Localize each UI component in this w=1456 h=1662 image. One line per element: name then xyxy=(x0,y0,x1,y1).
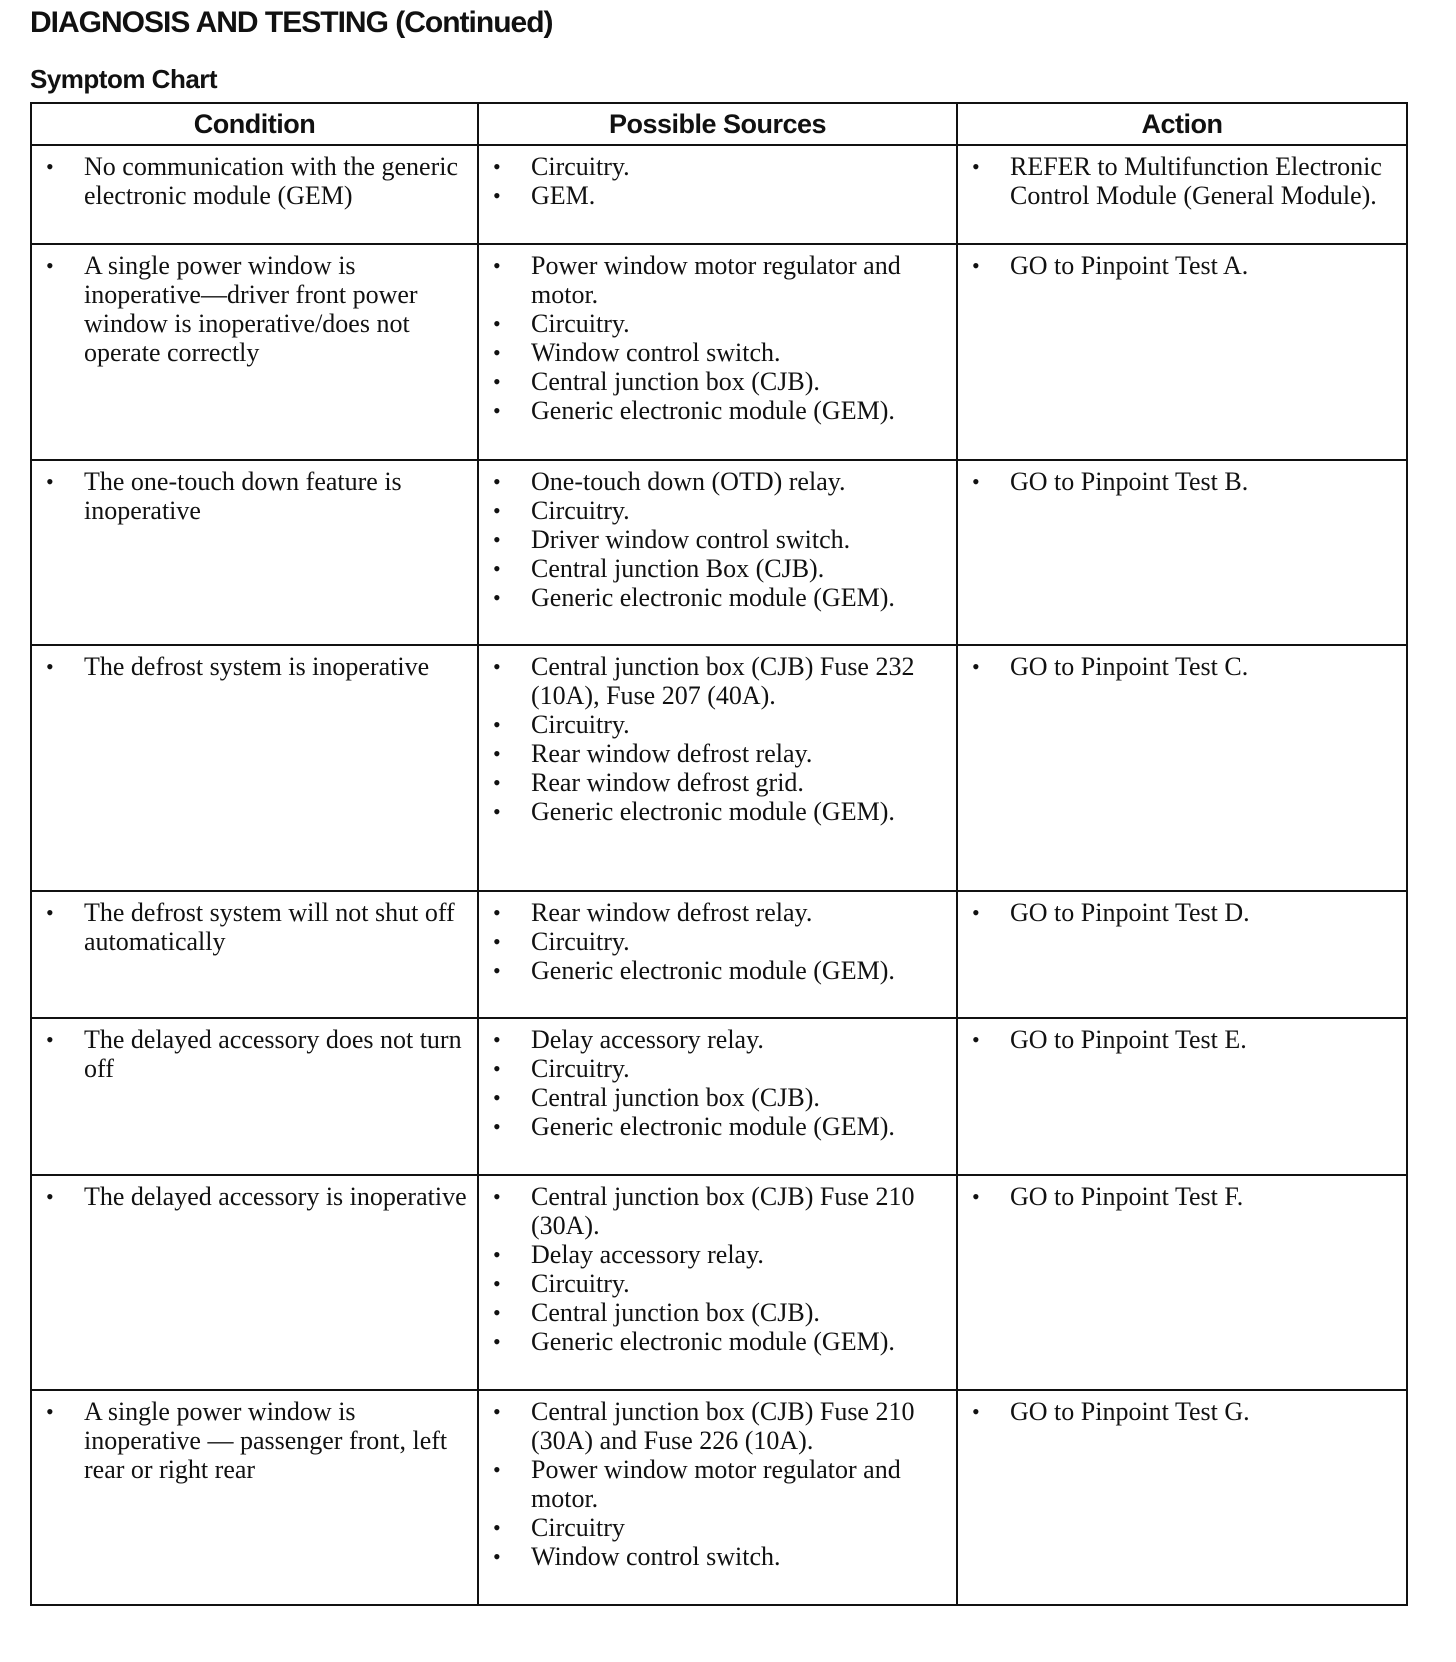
sources-cell xyxy=(478,460,957,645)
sources-cell xyxy=(478,1018,957,1175)
source-item: • Generic electronic module (GEM). xyxy=(487,1112,948,1141)
table-row xyxy=(31,1018,1407,1175)
action-text: • GO to Pinpoint Test E. xyxy=(966,1025,1398,1054)
action-cell xyxy=(957,460,1407,645)
action-text: • REFER to Multifunction Electronic Control Module (General Module). xyxy=(966,152,1398,210)
action-cell xyxy=(957,1018,1407,1175)
action-cell xyxy=(957,244,1407,460)
source-item: • Circuitry. xyxy=(487,496,948,525)
table-row xyxy=(31,1390,1407,1605)
source-item: • Circuitry xyxy=(487,1513,948,1542)
source-item: • One-touch down (OTD) relay. xyxy=(487,467,948,496)
source-item: • Rear window defrost relay. xyxy=(487,739,948,768)
sources-cell xyxy=(478,1175,957,1390)
sources-cell xyxy=(478,1390,957,1605)
action-cell xyxy=(957,891,1407,1018)
condition-cell xyxy=(31,1018,478,1175)
source-item: • Circuitry. xyxy=(487,710,948,739)
action-cell xyxy=(957,1175,1407,1390)
source-item: • Power window motor regulator and motor. xyxy=(487,251,948,309)
source-item: • Central junction box (CJB). xyxy=(487,367,948,396)
action-cell xyxy=(957,145,1407,244)
sources-cell xyxy=(478,244,957,460)
table-header-row xyxy=(31,103,1407,145)
condition-cell xyxy=(31,645,478,891)
condition-text: • A single power window is inoperative—driver front power window is inoperative/does not operate correctly xyxy=(40,251,469,367)
table-row xyxy=(31,460,1407,645)
symptom-chart-table xyxy=(30,102,1408,1606)
condition-text: • The delayed accessory is inoperative xyxy=(40,1182,469,1211)
table-row xyxy=(31,1175,1407,1390)
header-action: Action xyxy=(957,103,1407,145)
condition-text: • The defrost system is inoperative xyxy=(40,652,469,681)
condition-cell xyxy=(31,891,478,1018)
table-row xyxy=(31,645,1407,891)
sources-cell xyxy=(478,645,957,891)
source-item: • Circuitry. xyxy=(487,309,948,338)
condition-text: • No communication with the generic electronic module (GEM) xyxy=(40,152,469,210)
sources-cell xyxy=(478,891,957,1018)
source-item: • Rear window defrost grid. xyxy=(487,768,948,797)
source-item: • Delay accessory relay. xyxy=(487,1025,948,1054)
condition-text: • The delayed accessory does not turn off xyxy=(40,1025,469,1083)
source-item: • Power window motor regulator and motor. xyxy=(487,1455,948,1513)
action-cell xyxy=(957,1390,1407,1605)
header-condition: Condition xyxy=(31,103,478,145)
source-item: • Window control switch. xyxy=(487,1542,948,1571)
page-title: DIAGNOSIS AND TESTING (Continued) xyxy=(30,6,553,39)
action-text: • GO to Pinpoint Test D. xyxy=(966,898,1398,927)
source-item: • Circuitry. xyxy=(487,1054,948,1083)
source-item: • Central junction Box (CJB). xyxy=(487,554,948,583)
source-item: • Central junction box (CJB). xyxy=(487,1298,948,1327)
source-item: • Circuitry. xyxy=(487,152,948,181)
action-text: • GO to Pinpoint Test A. xyxy=(966,251,1398,280)
condition-cell xyxy=(31,145,478,244)
source-item: • Delay accessory relay. xyxy=(487,1240,948,1269)
source-item: • Generic electronic module (GEM). xyxy=(487,583,948,612)
table-row xyxy=(31,891,1407,1018)
source-item: • GEM. xyxy=(487,181,948,210)
table-row xyxy=(31,145,1407,244)
condition-cell xyxy=(31,244,478,460)
action-cell xyxy=(957,645,1407,891)
source-item: • Generic electronic module (GEM). xyxy=(487,1327,948,1356)
condition-text: • The defrost system will not shut off automatically xyxy=(40,898,469,956)
action-text: • GO to Pinpoint Test C. xyxy=(966,652,1398,681)
table-row xyxy=(31,244,1407,460)
condition-cell xyxy=(31,460,478,645)
source-item: • Central junction box (CJB) Fuse 210 (30A). xyxy=(487,1182,948,1240)
action-text: • GO to Pinpoint Test B. xyxy=(966,467,1398,496)
header-possible-sources: Possible Sources xyxy=(478,103,957,145)
source-item: • Generic electronic module (GEM). xyxy=(487,396,948,425)
source-item: • Central junction box (CJB). xyxy=(487,1083,948,1112)
condition-text: • The one-touch down feature is inoperative xyxy=(40,467,469,525)
source-item: • Driver window control switch. xyxy=(487,525,948,554)
source-item: • Rear window defrost relay. xyxy=(487,898,948,927)
source-item: • Central junction box (CJB) Fuse 210 (30A) and Fuse 226 (10A). xyxy=(487,1397,948,1455)
section-title: Symptom Chart xyxy=(30,64,218,94)
source-item: • Circuitry. xyxy=(487,1269,948,1298)
condition-text: • A single power window is inoperative — passenger front, left rear or right rear xyxy=(40,1397,469,1484)
source-item: • Circuitry. xyxy=(487,927,948,956)
condition-cell xyxy=(31,1390,478,1605)
source-item: • Window control switch. xyxy=(487,338,948,367)
action-text: • GO to Pinpoint Test F. xyxy=(966,1182,1398,1211)
source-item: • Generic electronic module (GEM). xyxy=(487,956,948,985)
condition-cell xyxy=(31,1175,478,1390)
source-item: • Generic electronic module (GEM). xyxy=(487,797,948,826)
source-item: • Central junction box (CJB) Fuse 232 (10A), Fuse 207 (40A). xyxy=(487,652,948,710)
action-text: • GO to Pinpoint Test G. xyxy=(966,1397,1398,1426)
sources-cell xyxy=(478,145,957,244)
